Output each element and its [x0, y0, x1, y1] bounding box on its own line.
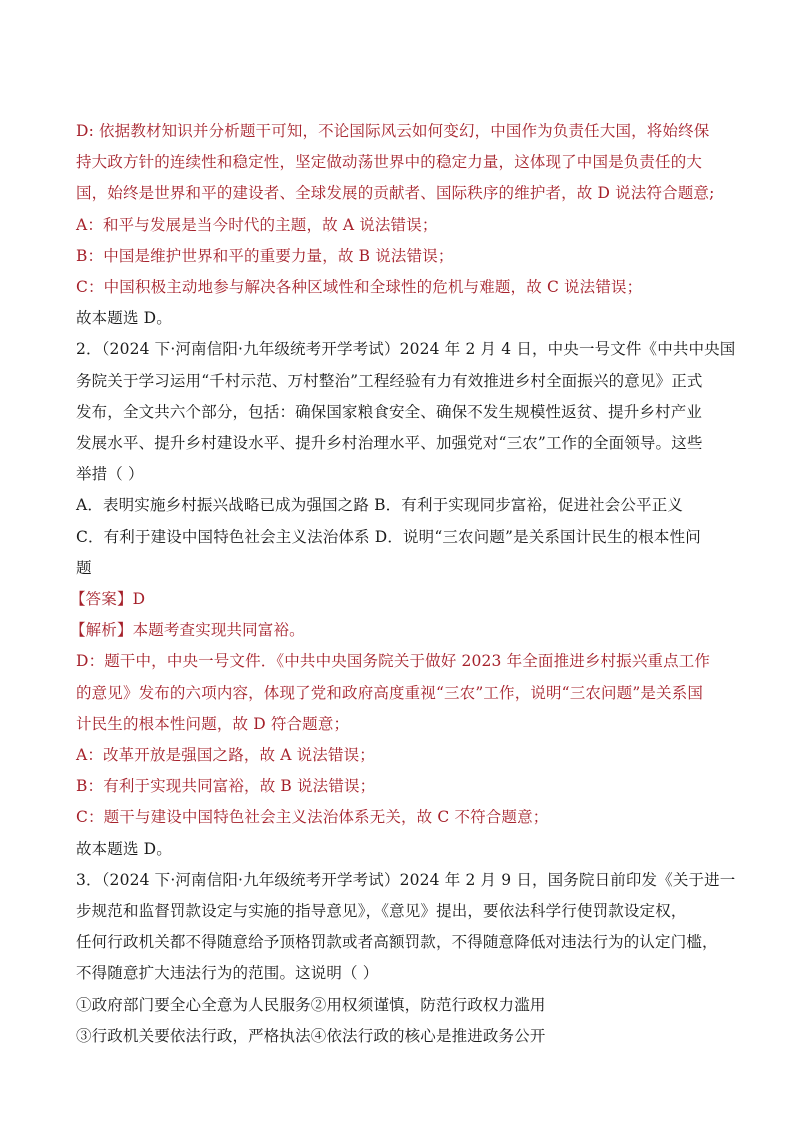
question-stem-line: 务院关于学习运用“千村示范、万村整治”工程经验有力有效推进乡村全面振兴的意见》正式 [76, 371, 703, 390]
question-stem-line: 举措（ ） [76, 465, 144, 484]
question-stem-line: 发展水平、提升乡村建设水平、提升乡村治理水平、加强党对“三农”工作的全面领导。这些 [76, 434, 703, 453]
explanation-line: C：题干与建设中国特色社会主义法治体系无关，故 C 不符合题意； [76, 808, 549, 827]
explanation-line: A：和平与发展是当今时代的主题，故 A 说法错误； [76, 215, 438, 234]
question-stem-line: 3．（2024 下·河南信阳·九年级统考开学考试）2024 年 2 月 9 日，国务院日前印发《关于进一 [76, 870, 736, 889]
question-3 [76, 865, 736, 1052]
question-stem-line: 发布，全文共六个部分，包括：确保国家粮食安全、确保不发生规模性返贫、提升乡村产业 [76, 402, 703, 421]
question-2 [70, 334, 736, 864]
explanation-line: A：改革开放是强国之路，故 A 说法错误； [76, 746, 375, 765]
explanation-line: D: 依据教材知识并分析题干可知，不论国际风云如何变幻，中国作为负责任大国，将始终保 [76, 122, 710, 140]
question-stem-line: 2．（2024 下·河南信阳·九年级统考开学考试）2024 年 2 月 4 日，中央一号文件《中共中央国 [76, 340, 736, 359]
choice-line: ①政府部门要全心全意为人民服务②用权须谨慎，防范行政权力滥用 [76, 995, 546, 1014]
explanation-line: B：有利于实现共同富裕，故 B 说法错误； [76, 777, 376, 796]
explanation-line: 持大政方针的连续性和稳定性，坚定做动荡世界中的稳定力量，这体现了中国是负责任的大 [76, 153, 703, 172]
explanation-line: 计民生的根本性问题，故 D 符合题意； [76, 714, 350, 733]
explanation-block-1 [76, 116, 720, 334]
answer-label: 【答案】D [70, 590, 146, 609]
option-line: A．表明实施乡村振兴战略已成为强国之路 B．有利于实现同步富裕，促进社会公平正义 [76, 496, 684, 515]
conclusion-line: 故本题选 D。 [76, 839, 172, 858]
choice-line: ③行政机关要依法行政，严格执法④依法行政的核心是推进政务公开 [76, 1026, 546, 1045]
explanation-line: C：中国积极主动地参与解决各种区域性和全球性的危机与难题，故 C 说法错误； [76, 278, 643, 297]
analysis-label: 【解析】本题考查实现共同富裕。 [70, 621, 305, 640]
question-stem-line: 步规范和监督罚款设定与实施的指导意见》，《意见》提出，要依法科学行使罚款设定权， [76, 902, 687, 921]
explanation-line: D：题干中，中央一号文件．《中共中央国务院关于做好 2023 年全面推进乡村振兴重点工作 [76, 652, 711, 671]
explanation-line: 国，始终是世界和平的建设者、全球发展的贡献者、国际秩序的维护者，故 D 说法符合题意; [76, 184, 715, 203]
option-line: C．有利于建设中国特色社会主义法治体系 D．说明“三农问题”是关系国计民生的根本性问 [76, 527, 701, 546]
question-stem-line: 任何行政机关都不得随意给予顶格罚款或者高额罚款，不得随意降低对违法行为的认定门槛， [76, 933, 718, 952]
document-page [70, 116, 736, 1052]
explanation-line: B：中国是维护世界和平的重要力量，故 B 说法错误； [76, 246, 454, 265]
question-stem-line: 不得随意扩大违法行为的范围。这说明（ ） [76, 964, 379, 983]
option-line: 题 [76, 558, 92, 577]
conclusion-line: 故本题选 D。 [76, 309, 172, 328]
explanation-line: 的意见》发布的六项内容，体现了党和政府高度重视“三农”工作，说明“三农问题”是关系国 [76, 683, 703, 702]
